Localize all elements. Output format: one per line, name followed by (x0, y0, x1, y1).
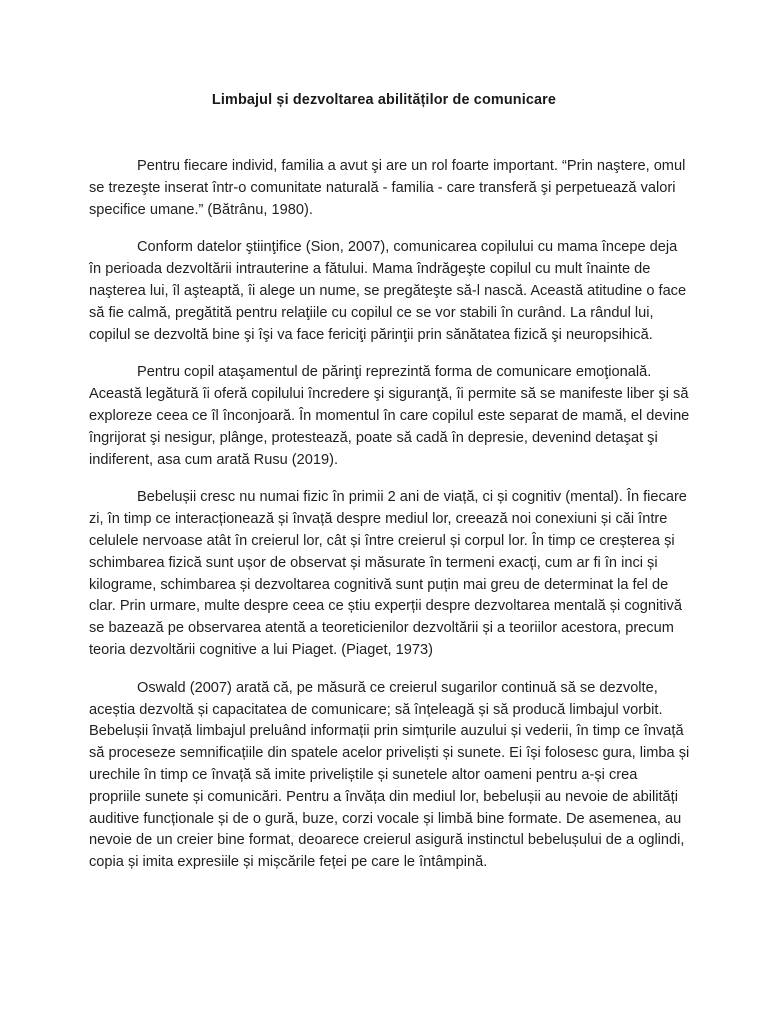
paragraph-3: Pentru copil ataşamentul de părinţi reprezintă forma de comunicare emoţională. Această legătură îi oferă copilului încredere şi siguranţă, îi permite să se manifeste liber şi să exploreze ceea ce îl înconjoară. În momentul în care copilul este separat de mamă, el devine îngrijorat şi nesigur, plânge, protestează, poate să cadă în depresie, devenind detaşat şi indiferent, asa cum arată Rusu (2019). (89, 364, 690, 468)
document-body (89, 156, 691, 890)
paragraph-1: Pentru fiecare individ, familia a avut şi are un rol foarte important. “Prin naştere, omul se trezeşte inserat într-o comunitate naturală - familia - care transferă şi perpetuează valori specifice umane.” (Bătrânu, 1980). (89, 158, 686, 218)
paragraph-5: Oswald (2007) arată că, pe măsură ce creierul sugarilor continuă să se dezvolte, aceștia dezvoltă și capacitatea de comunicare; să înțeleagă și să producă limbajul vorbit. Bebelușii învață limbajul preluând informații prin simțurile auzului și vederii, în timp ce învață să proceseze semnificațiile din spatele acelor priveliști și sunete. Ei își folosesc gura, limba și urechile în timp ce învață să imite priveliștile și sunetele altor oameni pentru a-și crea propriile sunete și comunicări. Pentru a învăța din mediul lor, bebelușii au nevoie de abilități auditive funcționale și de o gură, buze, corzi vocale și limbă bine formate. De asemenea, au nevoie de un creier bine format, deoarece creierul asigură instinctul bebelușului de a oglindi, copia și imita expresiile și mișcările feței pe care le întâmpină. (89, 679, 690, 871)
paragraph-2: Conform datelor ştiinţifice (Sion, 2007), comunicarea copilului cu mama începe deja în perioada dezvoltării intrauterine a fătului. Mama îndrăgeşte copilul cu mult înainte de naşterea lui, îl aşteaptă, îi alege un nume, se pregăteşte să-l nască. Această atitudine o face să fie calmă, pregătită pentru relaţiile cu copilul ce se vor stabili în curând. La rândul lui, copilul se dezvoltă bine şi îşi va face fericiţi părinţii prin sănătatea fizică şi neuropsihică. (89, 239, 687, 343)
paragraph-4: Bebelușii cresc nu numai fizic în primii 2 ani de viață, ci și cognitiv (mental). În fiecare zi, în timp ce interacționează și învață despre mediul lor, creează noi conexiuni și căi între celulele nervoase atât în creierul lor, cât și între creierul și corpul lor. În timp ce creșterea și schimbarea fizică sunt ușor de observat și măsurate în termeni exacți, cum ar fi în inci și kilograme, schimbarea și dezvoltarea cognitivă sunt puțin mai greu de determinat la fel de clar. Prin urmare, multe despre ceea ce știu experții despre dezvoltarea mentală și cognitivă se bazează pe observarea atentă a teoreticienilor dezvoltării și a teoriilor acestora, precum teoria dezvoltării cognitive a lui Piaget. (Piaget, 1973) (89, 489, 687, 658)
document-title: Limbajul și dezvoltarea abilităților de comunicare (211, 92, 557, 108)
